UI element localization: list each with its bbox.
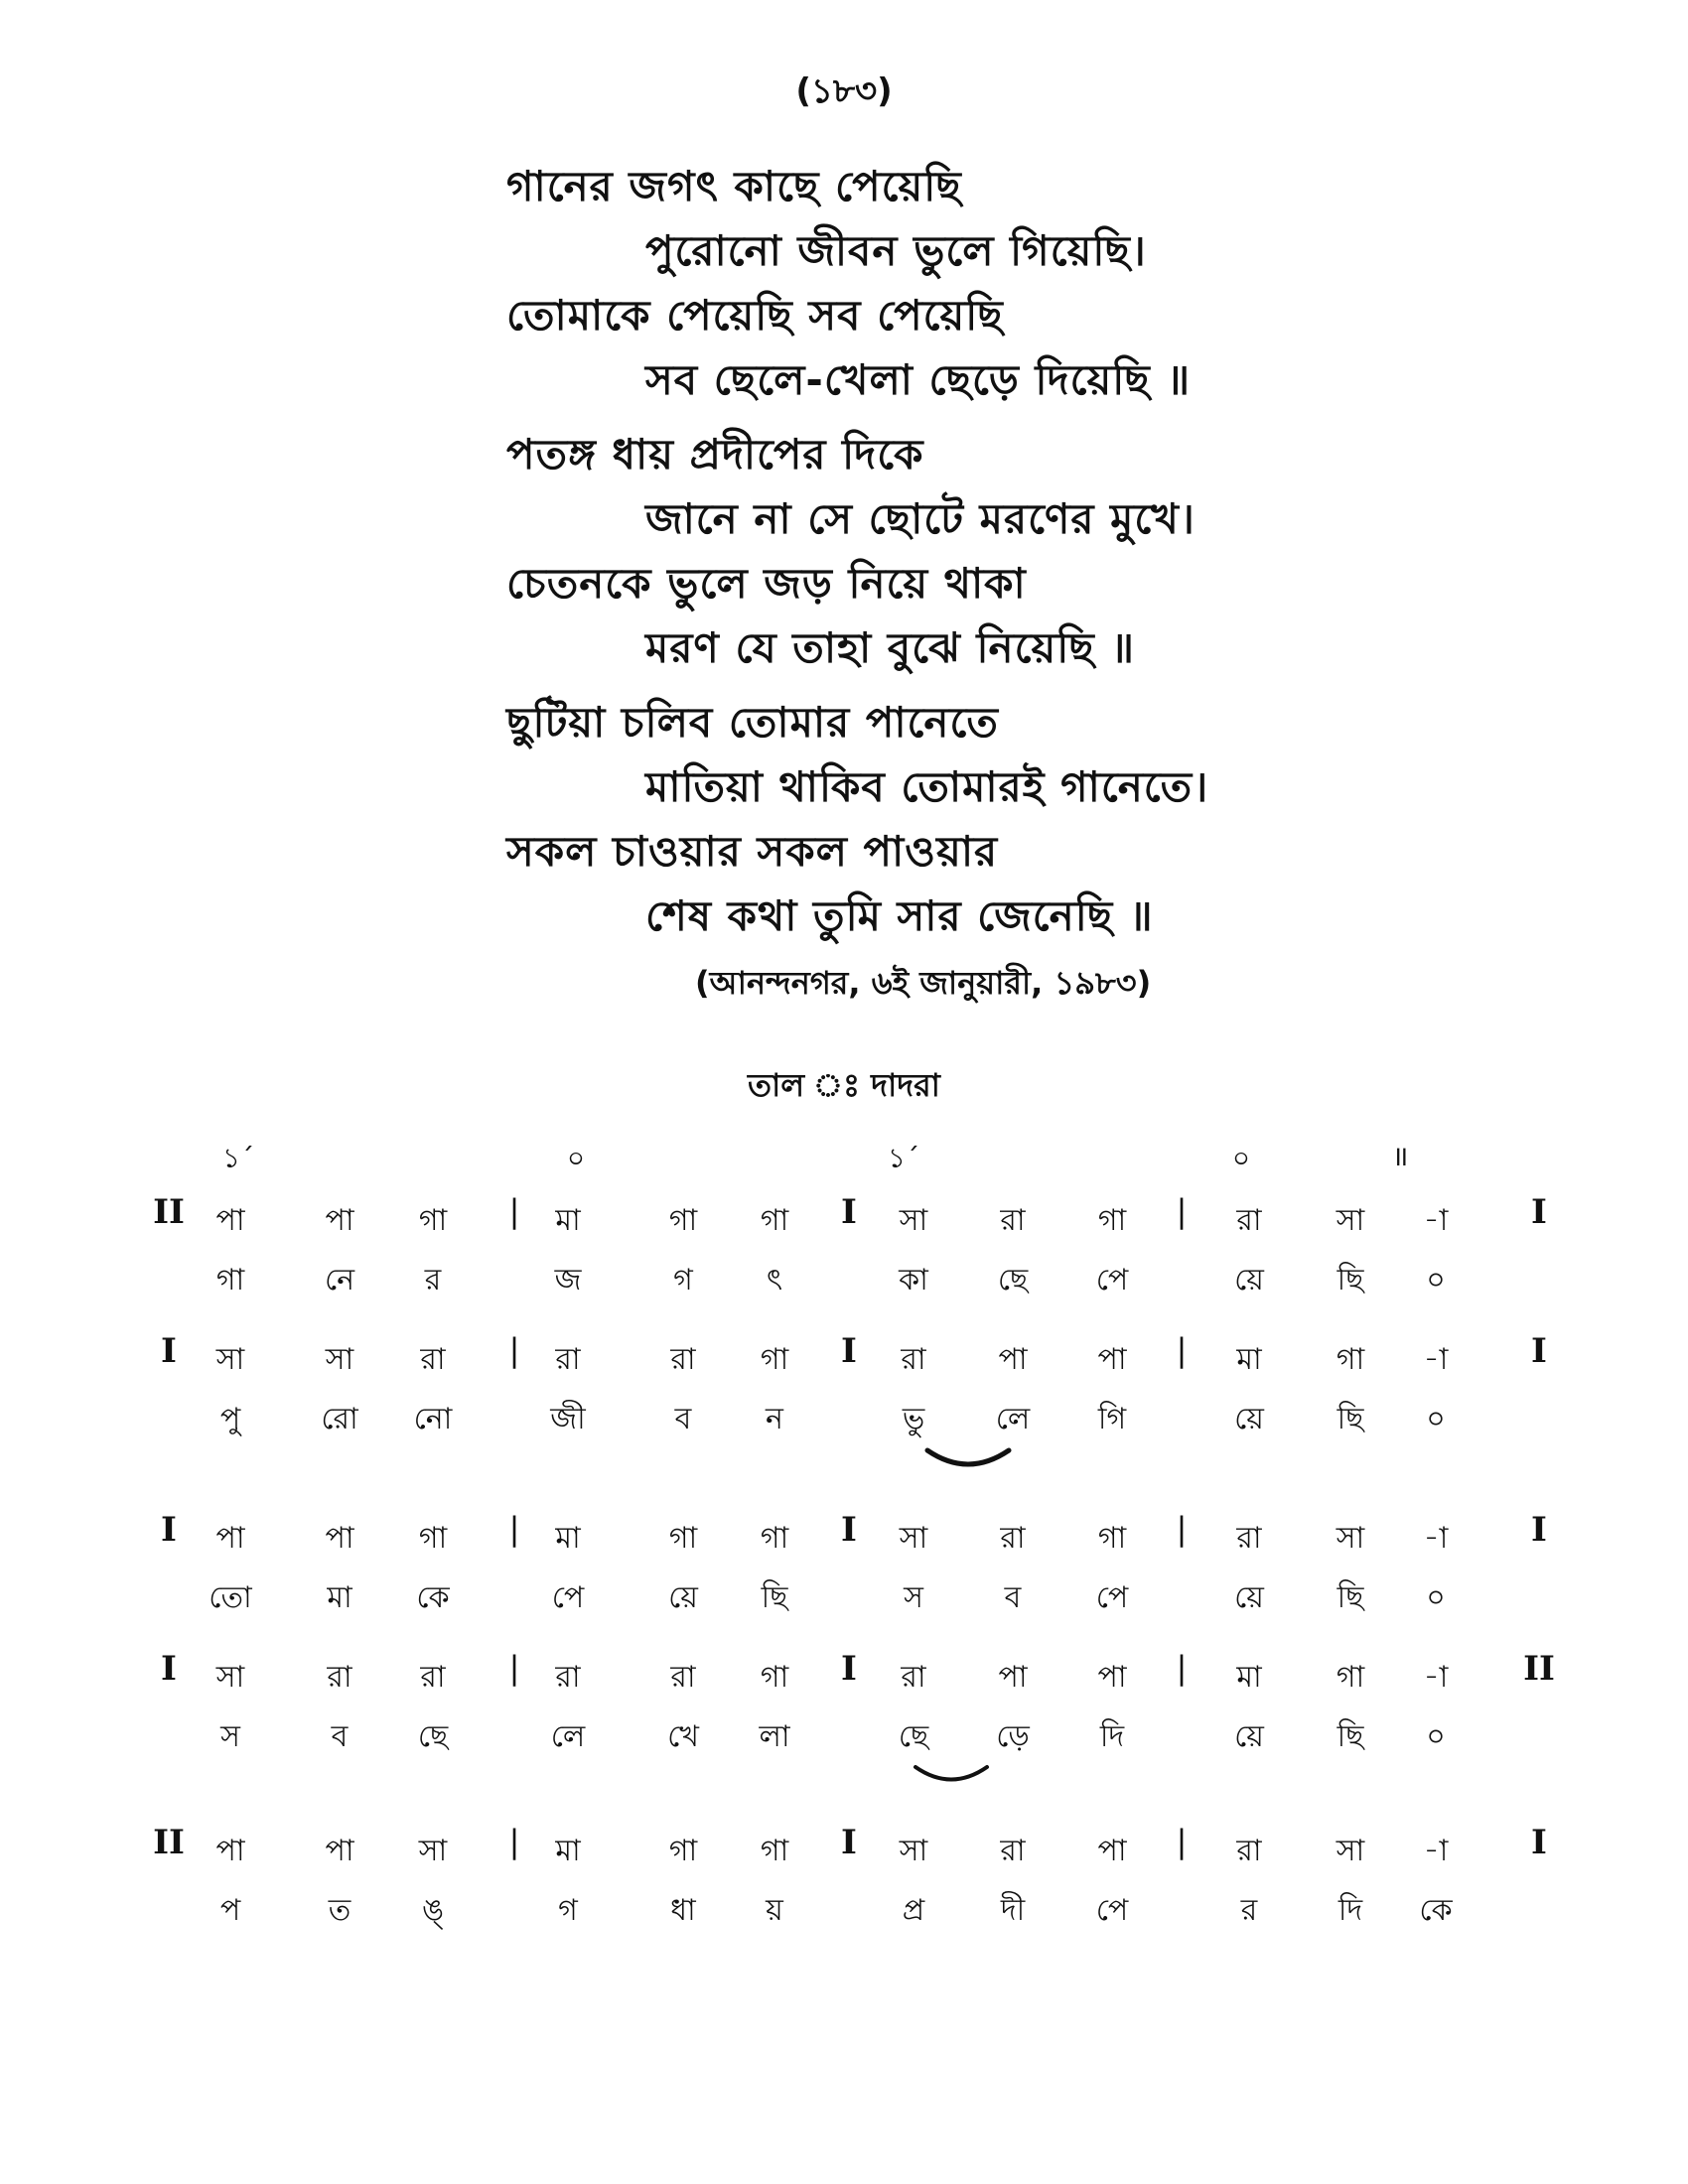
bar-line: I: [161, 1331, 177, 1371]
beat-mark: ১´: [221, 1142, 255, 1174]
note-cell: পা: [325, 1521, 354, 1556]
lyric-syllable: মা: [327, 1580, 352, 1615]
lyric-syllable: নো: [413, 1402, 453, 1436]
note-cell: পা: [998, 1660, 1028, 1695]
note-cell: পা: [1097, 1342, 1127, 1377]
tala-heading: তাল ঃ দাদরা: [748, 1066, 940, 1104]
lyric-syllable: পে: [1095, 1580, 1129, 1615]
lyric-syllable: প্র: [902, 1893, 925, 1928]
lyric-syllable: ছি: [1336, 1402, 1364, 1436]
measure-separator: |: [1176, 1192, 1188, 1230]
measure-separator: I: [841, 1510, 857, 1550]
note-cell: সা: [418, 1834, 448, 1868]
lyric-syllable: ঙ্: [421, 1893, 444, 1928]
note-cell: গা: [418, 1203, 448, 1238]
bar-line: I: [1531, 1510, 1547, 1550]
note-cell: সা: [1336, 1834, 1365, 1868]
note-cell: গা: [760, 1834, 789, 1868]
lyric-syllable: ছি: [1336, 1719, 1364, 1754]
note-cell: পা: [998, 1342, 1028, 1377]
lyric-syllable: খে: [667, 1719, 699, 1754]
lyric-syllable: ন: [766, 1402, 783, 1436]
slur-mark: [912, 1762, 991, 1788]
lyric-syllable: ত: [328, 1893, 352, 1928]
lyric-syllable: গা: [215, 1263, 245, 1297]
bar-line: II: [153, 1823, 185, 1862]
lyric-syllable: র: [1240, 1893, 1258, 1928]
lyric-syllable: ব: [331, 1719, 349, 1754]
bar-line: I: [1531, 1192, 1547, 1232]
note-cell: গা: [1336, 1342, 1365, 1377]
lyric-syllable: লে: [550, 1719, 586, 1754]
lyric-syllable: ০: [1426, 1580, 1446, 1615]
measure-separator: |: [1176, 1649, 1188, 1687]
poem-line: চেতনকে ভুলে জড় নিয়ে থাকা: [506, 559, 1027, 608]
lyric-syllable: দি: [1099, 1719, 1125, 1754]
lyric-syllable: স: [220, 1719, 240, 1754]
lyric-syllable: ধা: [670, 1893, 696, 1928]
note-cell: রা: [901, 1660, 926, 1695]
poem-line: শেষ কথা তুমি সার জেনেছি ॥: [645, 891, 1154, 940]
note-cell: -া: [1423, 1521, 1449, 1556]
note-cell: গা: [1097, 1203, 1127, 1238]
note-cell: সা: [899, 1521, 928, 1556]
note-cell: -া: [1423, 1342, 1449, 1377]
lyric-syllable: ছে: [417, 1719, 449, 1754]
note-cell: রা: [1236, 1521, 1262, 1556]
lyric-syllable: পে: [551, 1580, 585, 1615]
page-number: (১৮৩): [795, 71, 893, 111]
note-cell: পা: [1097, 1834, 1127, 1868]
poem-line: পুরোনো জীবন ভুলে গিয়েছি।: [645, 226, 1147, 275]
lyric-syllable: য়ে: [668, 1580, 698, 1615]
note-cell: রা: [1000, 1521, 1026, 1556]
note-cell: গা: [418, 1521, 448, 1556]
poem-line: ছুটিয়া চলিব তোমার পানেতে: [506, 698, 999, 747]
note-cell: সা: [1336, 1521, 1365, 1556]
note-cell: পা: [215, 1834, 245, 1868]
note-cell: রা: [555, 1342, 581, 1377]
lyric-syllable: ব: [674, 1402, 692, 1436]
measure-separator: |: [508, 1823, 520, 1860]
lyric-syllable: স: [904, 1580, 923, 1615]
note-cell: মা: [1236, 1660, 1262, 1695]
lyric-syllable: দি: [1337, 1893, 1363, 1928]
note-cell: রা: [1000, 1203, 1026, 1238]
note-cell: মা: [555, 1521, 581, 1556]
beat-mark: ॥: [1391, 1140, 1409, 1172]
note-cell: গা: [668, 1834, 698, 1868]
lyric-syllable: জ: [554, 1263, 582, 1297]
lyric-syllable: ছি: [1336, 1580, 1364, 1615]
note-cell: পা: [325, 1834, 354, 1868]
note-cell: পা: [1097, 1660, 1127, 1695]
lyric-syllable: ০: [1426, 1263, 1446, 1297]
lyric-syllable: ভু: [902, 1402, 925, 1436]
note-cell: পা: [215, 1203, 245, 1238]
poem-line: গানের জগৎ কাছে পেয়েছি: [506, 162, 962, 210]
note-cell: মা: [1236, 1342, 1262, 1377]
beat-mark: ০: [566, 1142, 586, 1174]
measure-separator: I: [841, 1192, 857, 1232]
lyric-syllable: ০: [1426, 1719, 1446, 1754]
bar-line: II: [153, 1192, 185, 1232]
lyric-syllable: কে: [416, 1580, 450, 1615]
note-cell: সা: [325, 1342, 354, 1377]
note-cell: সা: [1336, 1203, 1365, 1238]
note-cell: -া: [1423, 1203, 1449, 1238]
note-cell: রা: [1000, 1834, 1026, 1868]
lyric-syllable: ছে: [898, 1719, 929, 1754]
note-cell: গা: [668, 1203, 698, 1238]
measure-separator: |: [508, 1649, 520, 1687]
lyric-syllable: য়ে: [1234, 1580, 1264, 1615]
lyric-syllable: গ: [558, 1893, 578, 1928]
lyric-syllable: ৎ: [766, 1263, 783, 1297]
lyric-syllable: কা: [899, 1263, 928, 1297]
note-cell: গা: [1097, 1521, 1127, 1556]
poem-line: মরণ যে তাহা বুঝে নিয়েছি ॥: [645, 623, 1136, 672]
lyric-syllable: তো: [209, 1580, 252, 1615]
lyric-syllable: ড়ে: [996, 1719, 1030, 1754]
poem-line: মাতিয়া থাকিব তোমারই গানেতে।: [645, 762, 1209, 811]
lyric-syllable: লা: [759, 1719, 790, 1754]
lyric-syllable: পে: [1095, 1893, 1129, 1928]
measure-separator: |: [508, 1510, 520, 1548]
note-cell: রা: [420, 1342, 446, 1377]
note-cell: পা: [325, 1203, 354, 1238]
note-cell: গা: [760, 1342, 789, 1377]
lyric-syllable: ছে: [997, 1263, 1029, 1297]
lyric-syllable: রো: [321, 1402, 358, 1436]
bar-line: II: [1523, 1649, 1555, 1689]
note-cell: রা: [901, 1342, 926, 1377]
poem-line: তোমাকে পেয়েছি সব পেয়েছি: [506, 291, 1004, 340]
note-cell: গা: [760, 1203, 789, 1238]
note-cell: রা: [1236, 1834, 1262, 1868]
lyric-syllable: পে: [1095, 1263, 1129, 1297]
poem-line: পতঙ্গ ধায় প্রদীপের দিকে: [506, 430, 924, 478]
note-cell: রা: [420, 1660, 446, 1695]
note-cell: মা: [555, 1203, 581, 1238]
note-cell: সা: [215, 1342, 245, 1377]
poem-line: সকল চাওয়ার সকল পাওয়ার: [506, 827, 999, 876]
note-cell: সা: [899, 1834, 928, 1868]
poem-line: জানে না সে ছোটে মরণের মুখে।: [645, 494, 1196, 543]
note-cell: রা: [555, 1660, 581, 1695]
note-cell: রা: [1236, 1203, 1262, 1238]
note-cell: রা: [327, 1660, 352, 1695]
measure-separator: I: [841, 1823, 857, 1862]
measure-separator: |: [1176, 1331, 1188, 1369]
lyric-syllable: লে: [995, 1402, 1031, 1436]
note-cell: রা: [670, 1660, 696, 1695]
lyric-syllable: ছি: [1336, 1263, 1364, 1297]
note-cell: গা: [760, 1660, 789, 1695]
poem-line: সব ছেলে-খেলা ছেড়ে দিয়েছি ॥: [645, 355, 1192, 404]
lyric-syllable: য়ে: [1234, 1719, 1264, 1754]
note-cell: রা: [670, 1342, 696, 1377]
note-cell: মা: [555, 1834, 581, 1868]
note-cell: গা: [1336, 1660, 1365, 1695]
lyric-syllable: নে: [324, 1263, 355, 1297]
note-cell: -া: [1423, 1660, 1449, 1695]
note-cell: গা: [668, 1521, 698, 1556]
lyric-syllable: ০: [1426, 1402, 1446, 1436]
lyric-syllable: প: [219, 1893, 241, 1928]
lyric-syllable: ছি: [761, 1580, 788, 1615]
lyric-syllable: গ: [673, 1263, 693, 1297]
measure-separator: I: [841, 1649, 857, 1689]
measure-separator: |: [508, 1331, 520, 1369]
composition-date: (আনন্দনগর, ৬ই জানুয়ারী, ১৯৮৩): [695, 964, 1152, 1002]
lyric-syllable: জী: [550, 1402, 586, 1436]
bar-line: I: [161, 1649, 177, 1689]
note-cell: সা: [899, 1203, 928, 1238]
measure-separator: I: [841, 1331, 857, 1371]
lyric-syllable: পু: [219, 1402, 241, 1436]
note-cell: সা: [215, 1660, 245, 1695]
measure-separator: |: [1176, 1510, 1188, 1548]
measure-separator: |: [1176, 1823, 1188, 1860]
lyric-syllable: য়ে: [1234, 1402, 1264, 1436]
lyric-syllable: র: [424, 1263, 442, 1297]
slur-mark: [923, 1444, 1013, 1474]
beat-mark: ১´: [887, 1142, 920, 1174]
note-cell: -া: [1423, 1834, 1449, 1868]
note-cell: গা: [760, 1521, 789, 1556]
lyric-syllable: য়: [766, 1893, 783, 1928]
bar-line: I: [1531, 1823, 1547, 1862]
bar-line: I: [1531, 1331, 1547, 1371]
measure-separator: |: [508, 1192, 520, 1230]
lyric-syllable: কে: [1419, 1893, 1453, 1928]
bar-line: I: [161, 1510, 177, 1550]
note-cell: পা: [215, 1521, 245, 1556]
lyric-syllable: ব: [1004, 1580, 1022, 1615]
lyric-syllable: দী: [1000, 1893, 1026, 1928]
beat-mark: ০: [1231, 1142, 1251, 1174]
lyric-syllable: গি: [1097, 1402, 1127, 1436]
lyric-syllable: য়ে: [1234, 1263, 1264, 1297]
